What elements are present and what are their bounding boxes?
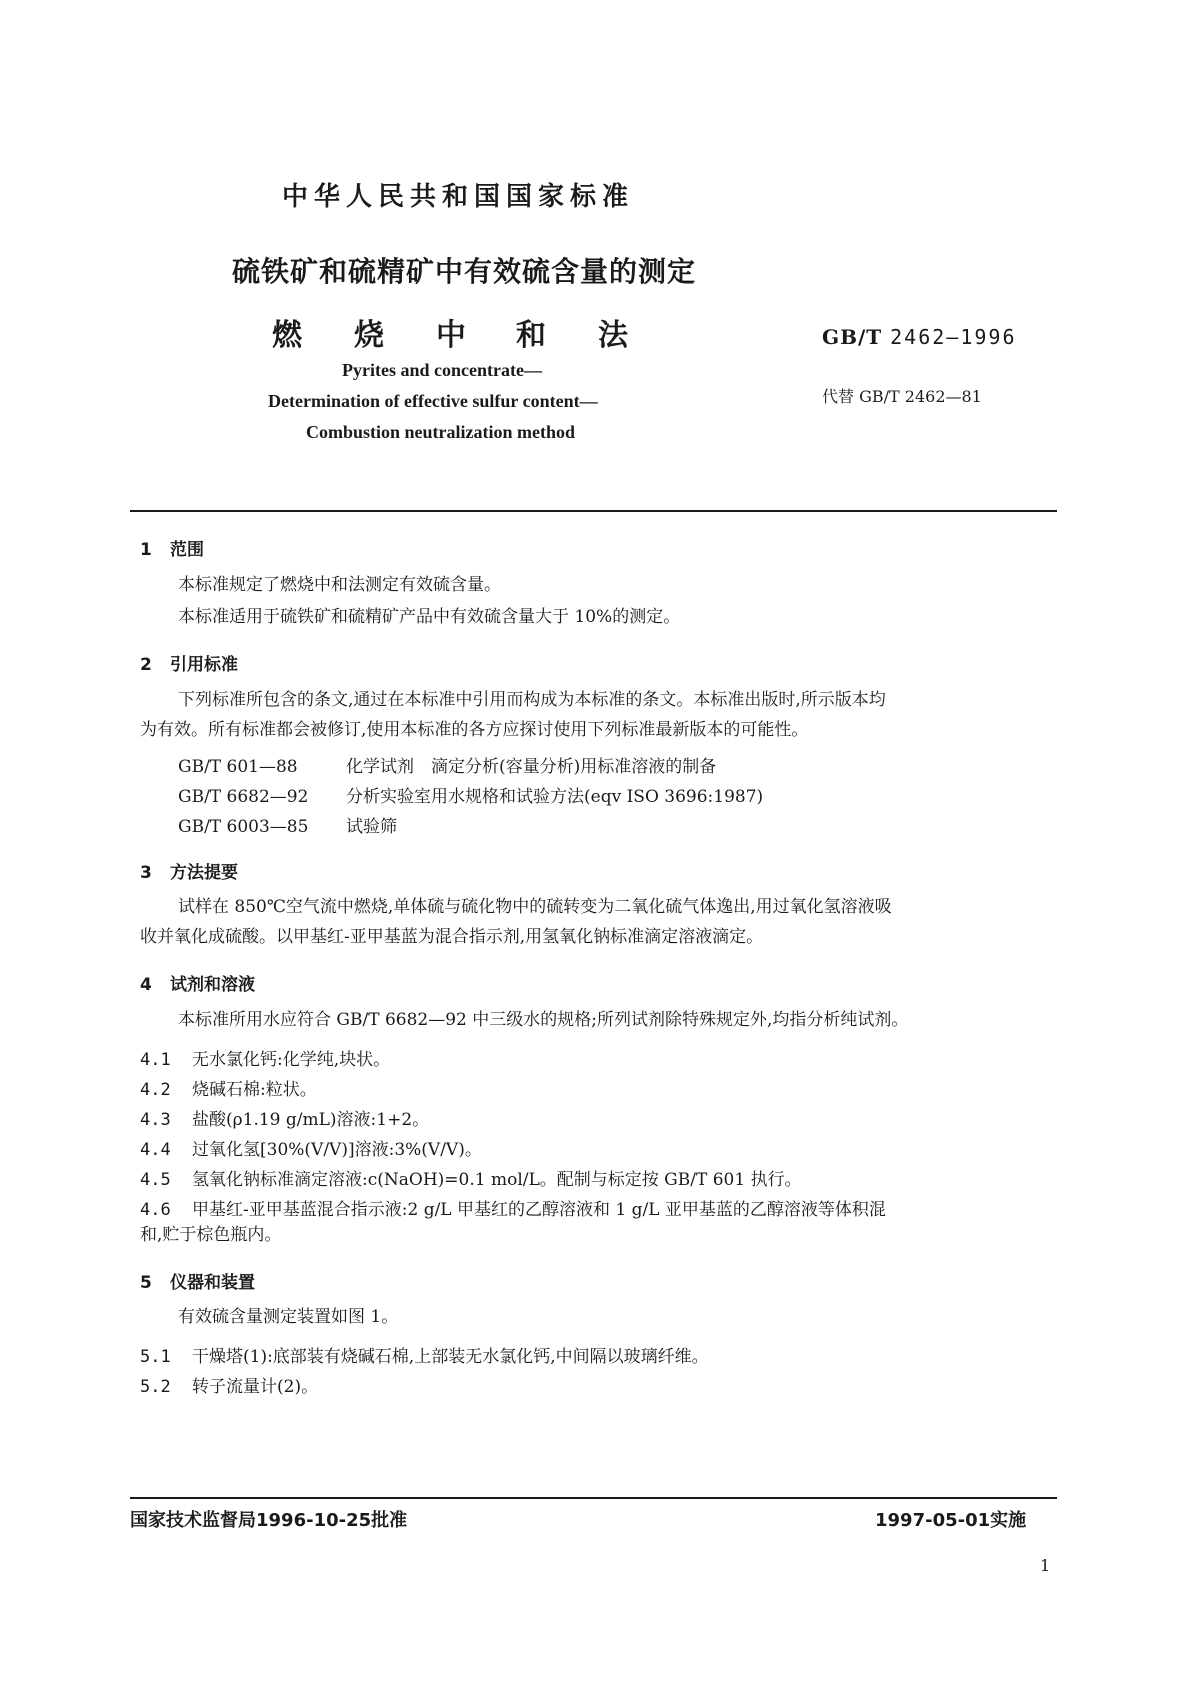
footer-divider (130, 1497, 1057, 1499)
list-item (140, 1342, 709, 1367)
english-title-3: Combustion neutralization method (306, 422, 576, 442)
reference-title: 分析实验室用水规格和试验方法(eqv ISO 3696:1987) (346, 787, 764, 807)
method-char-3: 中 (436, 318, 466, 353)
section-4-heading (140, 970, 255, 995)
paragraph: 本标准规定了燃烧中和法测定有效硫含量。 (178, 575, 501, 595)
paragraph: 和,贮于棕色瓶内。 (140, 1225, 282, 1245)
paragraph: 试样在 850℃空气流中燃烧,单体硫与硫化物中的硫转变为二氧化硫气体逸出,用过氧化氢溶液吸 (178, 897, 892, 917)
method-char-1: 燃 (272, 318, 302, 353)
page-number: 1 (1040, 1556, 1051, 1575)
section-number: 1 (140, 540, 152, 560)
paragraph: 本标准适用于硫铁矿和硫精矿产品中有效硫含量大于 10%的测定。 (178, 607, 681, 627)
header-divider (130, 510, 1057, 512)
item-number: 4.1 (140, 1050, 171, 1070)
item-number: 5.2 (140, 1377, 171, 1397)
standard-code-prefix: GB/T (822, 325, 883, 349)
paragraph: 下列标准所包含的条文,通过在本标准中引用而构成为本标准的条文。本标准出版时,所示版本均 (178, 690, 886, 710)
reference-title: 化学试剂 滴定分析(容量分析)用标准溶液的制备 (346, 757, 717, 777)
list-item (140, 1135, 482, 1160)
item-text: 氢氧化钠标准滴定溶液:c(NaOH)=0.1 mol/L。配制与标定按 GB/T 601 执行。 (192, 1170, 802, 1190)
standard-code-number: 2462—1996 (890, 325, 1017, 349)
section-title: 方法提要 (170, 863, 238, 883)
item-number: 5.1 (140, 1347, 171, 1367)
effective-date: 1997-05-01实施 (875, 1510, 1027, 1531)
section-title: 引用标准 (170, 655, 238, 675)
item-text: 盐酸(ρ1.19 g/mL)溶液:1+2。 (192, 1110, 430, 1130)
replaces-note: 代替 GB/T 2462—81 (822, 387, 982, 406)
paragraph: 为有效。所有标准都会被修订,使用本标准的各方应探讨使用下列标准最新版本的可能性。 (140, 720, 809, 740)
item-number: 4.3 (140, 1110, 171, 1130)
reference-item (178, 782, 763, 807)
item-text: 烧碱石棉:粒状。 (192, 1080, 317, 1100)
list-item (140, 1105, 429, 1130)
reference-code: GB/T 6682—92 (178, 787, 309, 807)
section-title: 范围 (170, 540, 204, 560)
list-item (140, 1075, 317, 1100)
list-item (140, 1165, 802, 1190)
method-char-4: 和 (516, 318, 546, 353)
reference-code: GB/T 601—88 (178, 757, 298, 777)
approval-date: 国家技术监督局1996-10-25批准 (130, 1510, 408, 1531)
paragraph: 本标准所用水应符合 GB/T 6682—92 中三级水的规格;所列试剂除特殊规定外,均指分析纯试剂。 (178, 1010, 909, 1030)
section-2-heading (140, 650, 238, 675)
paragraph: 有效硫含量测定装置如图 1。 (178, 1307, 399, 1327)
item-text: 甲基红-亚甲基蓝混合指示液:2 g/L 甲基红的乙醇溶液和 1 g/L 亚甲基蓝的乙醇溶液等体积混 (192, 1200, 886, 1220)
item-text: 转子流量计(2)。 (192, 1377, 319, 1397)
section-3-heading (140, 858, 238, 883)
reference-item (178, 752, 716, 777)
section-title: 试剂和溶液 (170, 975, 255, 995)
section-number: 2 (140, 655, 152, 675)
item-text: 干燥塔(1):底部装有烧碱石棉,上部装无水氯化钙,中间隔以玻璃纤维。 (192, 1347, 709, 1367)
reference-title: 试验筛 (346, 817, 397, 837)
item-text: 过氧化氢[30%(V/V)]溶液:3%(V/V)。 (192, 1140, 482, 1160)
standard-code (822, 325, 1017, 349)
list-item (140, 1372, 318, 1397)
method-char-5: 法 (598, 318, 628, 353)
method-char-2: 烧 (354, 318, 384, 353)
item-text: 无水氯化钙:化学纯,块状。 (192, 1050, 391, 1070)
paragraph: 收并氧化成硫酸。以甲基红-亚甲基蓝为混合指示剂,用氢氧化钠标准滴定溶液滴定。 (140, 927, 764, 947)
english-title-1: Pyrites and concentrate— (342, 360, 542, 380)
section-number: 3 (140, 863, 152, 883)
section-number: 4 (140, 975, 152, 995)
item-number: 4.4 (140, 1140, 171, 1160)
document-title: 硫铁矿和硫精矿中有效硫含量的测定 (232, 255, 697, 288)
item-number: 4.2 (140, 1080, 171, 1100)
list-item (140, 1045, 390, 1070)
national-standard-title: 中华人民共和国国家标准 (282, 182, 635, 212)
reference-item (178, 812, 397, 837)
item-number: 4.6 (140, 1200, 171, 1220)
item-number: 4.5 (140, 1170, 171, 1190)
list-item (140, 1195, 886, 1220)
reference-code: GB/T 6003—85 (178, 817, 309, 837)
section-5-heading (140, 1268, 255, 1293)
section-number: 5 (140, 1273, 152, 1293)
section-1-heading (140, 535, 204, 560)
english-title-2: Determination of effective sulfur content— (268, 391, 598, 411)
section-title: 仪器和装置 (170, 1273, 255, 1293)
